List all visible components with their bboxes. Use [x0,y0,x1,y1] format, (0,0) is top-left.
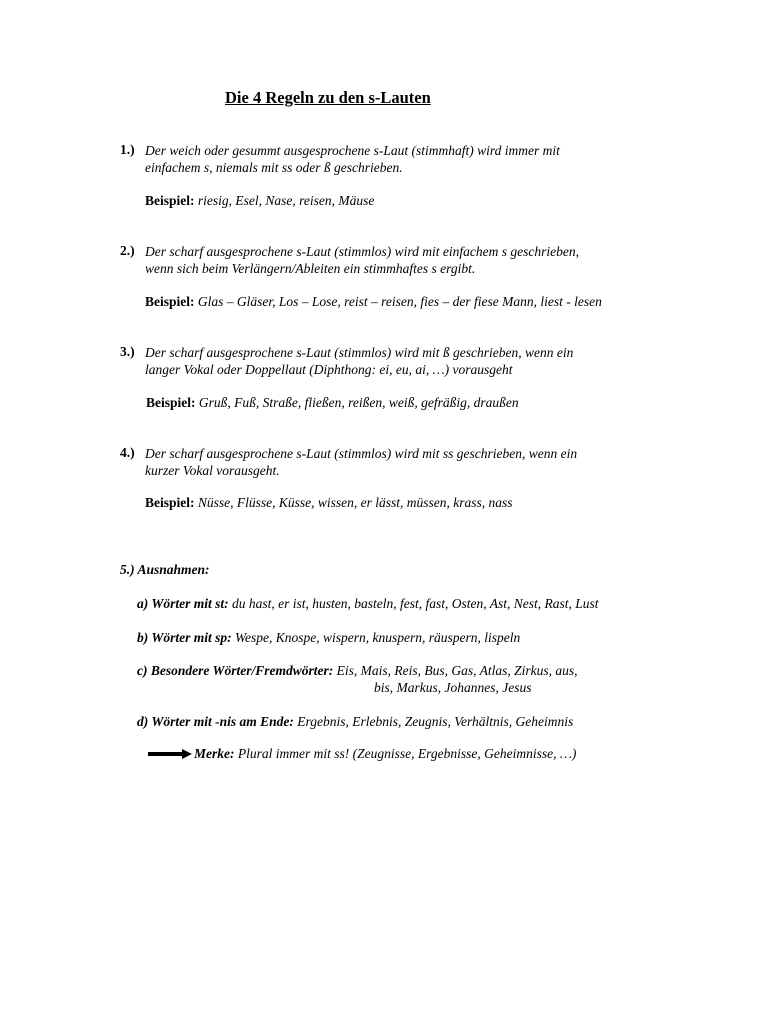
rule-1-example-label: Beispiel: [145,193,195,208]
rule-2-example-words: Glas – Gläser, Los – Lose, reist – reisen, fies – der fiese Mann, liest - lesen [197,294,602,309]
rule-1-example-words: riesig, Esel, Nase, reisen, Mäuse [197,193,375,208]
rule-2-example [145,294,602,310]
rule-3-example-words: Gruß, Fuß, Straße, fließen, reißen, weiß, gefräßig, draußen [198,395,519,410]
rule-1-line-1: Der weich oder gesummt ausgesprochene s-Laut (stimmhaft) wird immer mit [145,143,560,158]
rule-3-line-2: langer Vokal oder Doppellaut (Diphthong: ei, eu, ai, …) vorausgeht [145,362,513,377]
rule-2-example-label: Beispiel: [145,294,195,309]
exception-d-label: d) Wörter mit -nis am Ende: [137,714,294,729]
exception-d-words: Ergebnis, Erlebnis, Zeugnis, Verhältnis, Geheimnis [297,714,574,729]
rule-3-line-1: Der scharf ausgesprochene s-Laut (stimmlos) wird mit ß geschrieben, wenn ein [145,345,574,360]
exception-a-label: a) Wörter mit st: [137,596,229,611]
document-title: Die 4 Regeln zu den s-Lauten [225,88,431,107]
rule-3-number: 3.) [120,344,135,359]
exception-c-label: c) Besondere Wörter/Fremdwörter: [137,663,334,678]
arrow-right-icon [148,749,192,759]
rule-4-line-1: Der scharf ausgesprochene s-Laut (stimmlos) wird mit ss geschrieben, wenn ein [145,446,578,461]
exception-d [137,714,573,730]
rule-3-example [146,395,519,411]
exceptions-heading: 5.) Ausnahmen: [120,562,210,577]
rule-1-example [145,193,374,209]
rule-2-number: 2.) [120,243,135,258]
rule-2-line-1: Der scharf ausgesprochene s-Laut (stimmlos) wird mit einfachem s geschrieben, [145,244,579,259]
rule-4-line-2: kurzer Vokal vorausgeht. [145,463,280,478]
rule-3-example-label: Beispiel: [146,395,196,410]
exception-a [137,596,599,612]
exception-c-words: Eis, Mais, Reis, Bus, Gas, Atlas, Zirkus, aus, [336,663,578,678]
exception-c [137,663,578,679]
rule-4-example [145,495,513,511]
merke-label: Merke: [194,746,235,761]
exception-b-words: Wespe, Knospe, wispern, knuspern, räuspern, lispeln [235,630,521,645]
rule-1-line-2: einfachem s, niemals mit ss oder ß geschrieben. [145,160,403,175]
rule-4-example-words: Nüsse, Flüsse, Küsse, wissen, er lässt, müssen, krass, nass [197,495,513,510]
rule-4-number: 4.) [120,445,135,460]
rule-4-example-label: Beispiel: [145,495,195,510]
exception-a-words: du hast, er ist, husten, basteln, fest, fast, Osten, Ast, Nest, Rast, Lust [232,596,599,611]
merke-text: Plural immer mit ss! (Zeugnisse, Ergebnisse, Geheimnisse, …) [237,746,577,761]
exception-b-label: b) Wörter mit sp: [137,630,232,645]
rule-2-line-2: wenn sich beim Verlängern/Ableiten ein stimmhaftes s ergibt. [145,261,476,276]
rule-1-number: 1.) [120,142,135,157]
exception-b [137,630,520,646]
merke-note [148,746,576,762]
exception-c-continuation: bis, Markus, Johannes, Jesus [374,680,532,695]
